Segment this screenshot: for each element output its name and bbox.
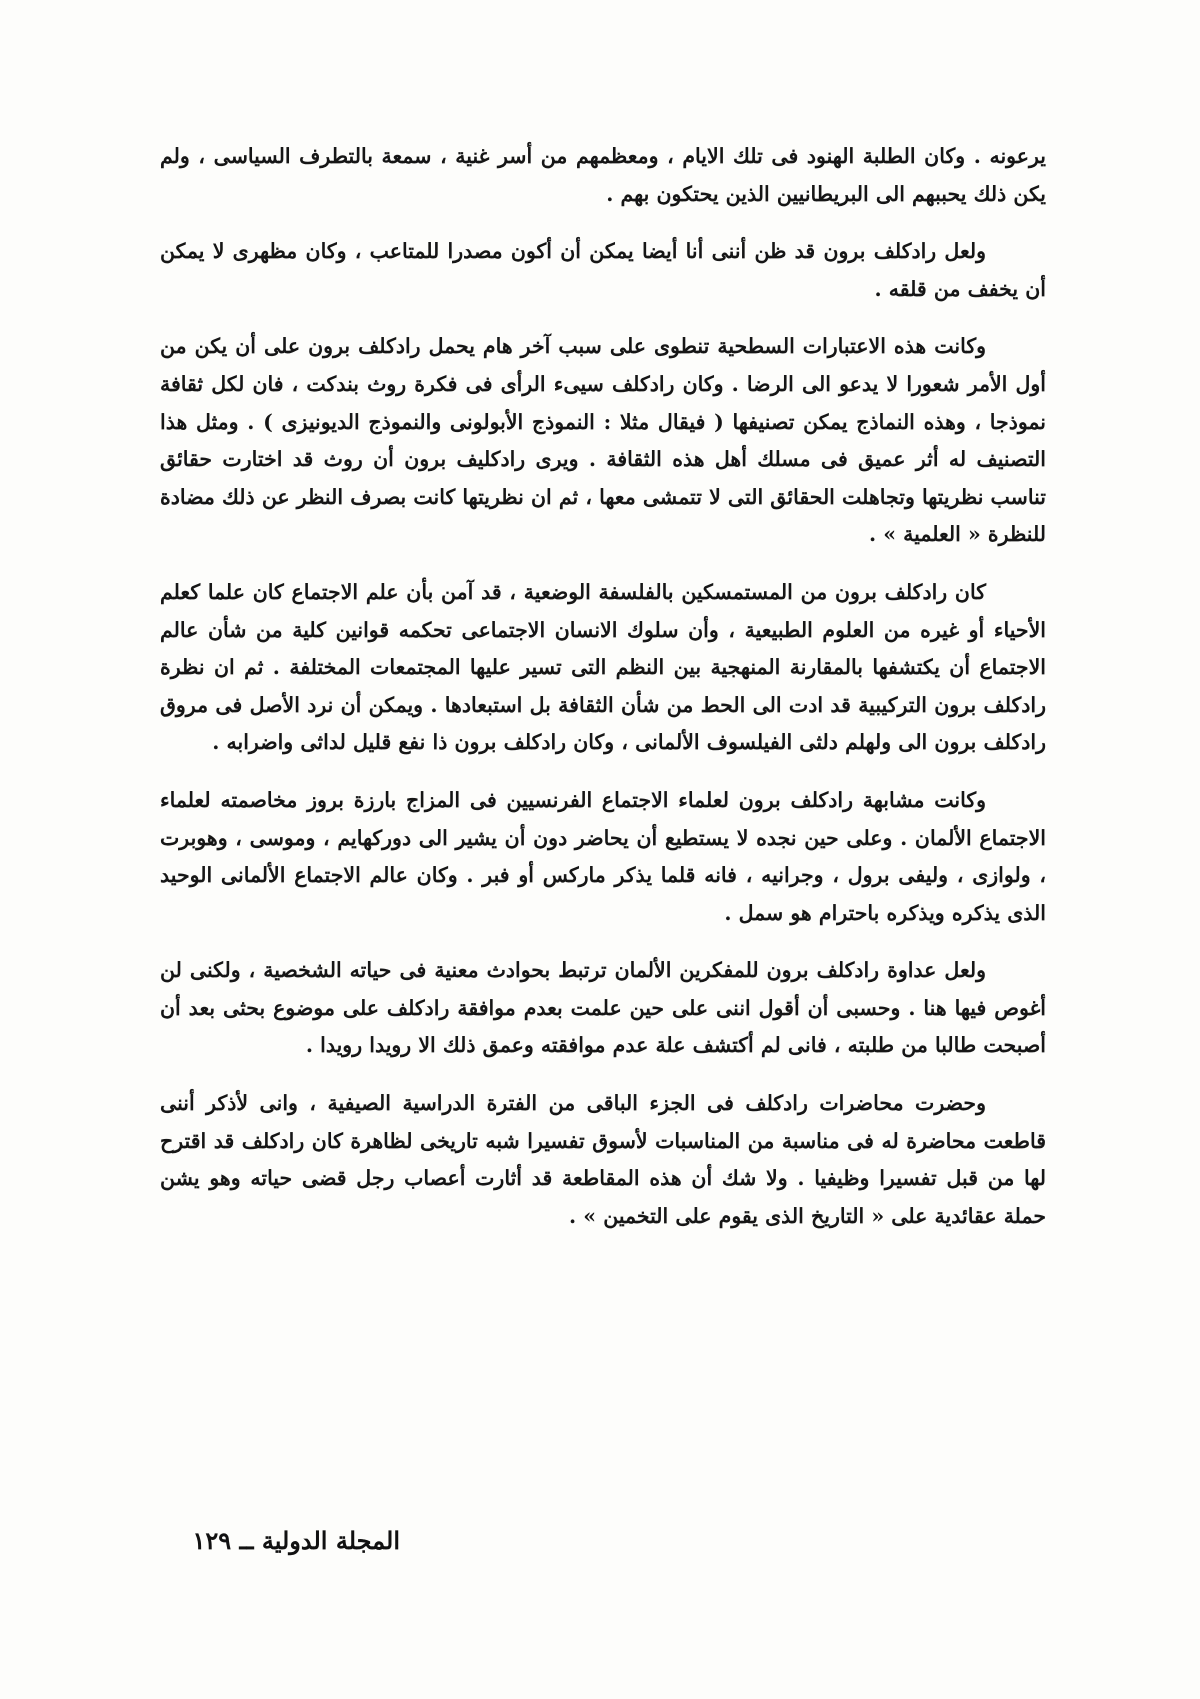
paragraph-6: ولعل عداوة رادكلف برون للمفكرين الألمان ترتبط بحوادث معنية فى حياته الشخصية ، ولكنى لن أغوص فيها هنا . وحسبى أن أقول اننى على حين علمت بعدم موافقة رادكلف على موضوع بحثى بعد أن أصبحت طالبا من طلبته ، فانى لم أكتشف علة عدم موافقته وعمق ذلك الا رويدا رويدا . <box>160 958 1046 1058</box>
paragraph-4: كان رادكلف برون من المستمسكين بالفلسفة الوضعية ، قد آمن بأن علم الاجتماع كان علما كعلم الأحياء أو غيره من العلوم الطبيعية ، وأن سلوك الانسان الاجتماعى تحكمه قوانين كلية من شأن عالم الاجتماع أن يكتشفها بالمقارنة المنهجية بين النظم التى تسير عليها المجتمعات المختلفة . ثم ان نظرة رادكلف برون التركيبية قد ادت الى الحط من شأن الثقافة بل استبعادها . ويمكن أن نرد الأصل فى مروق رادكلف برون الى ولهلم دلثى الفيلسوف الألمانى ، وكان رادكلف برون ذا نفع قليل لداثى واضرابه . <box>160 579 1046 755</box>
paragraph-7: وحضرت محاضرات رادكلف فى الجزء الباقى من الفترة الدراسية الصيفية ، وانى لأذكر أننى قاطعت محاضرة له فى مناسبة من المناسبات لأسوق تفسيرا شبه تاريخى لظاهرة كان رادكلف قد اقترح لها من قبل تفسيرا وظيفيا . ولا شك أن هذه المقاطعة قد أثارت أعصاب رجل قضى حياته وهو يشن حملة عقائدية على « التاريخ الذى يقوم على التخمين » . <box>160 1091 1046 1228</box>
paragraph-1: يرعونه . وكان الطلبة الهنود فى تلك الايام ، ومعظمهم من أسر غنية ، سمعة بالتطرف السياسى ، ولم يكن ذلك يحببهم الى البريطانيين الذين يحتكون بهم . <box>160 144 1046 206</box>
body-text <box>160 138 1046 1255</box>
paragraph-2: ولعل رادكلف برون قد ظن أننى أنا أيضا يمكن أن أكون مصدرا للمتاعب ، وكان مظهرى لا يمكن أن يخفف من قلقه . <box>160 239 1046 301</box>
paragraph-5: وكانت مشابهة رادكلف برون لعلماء الاجتماع الفرنسيين فى المزاج بارزة بروز مخاصمته لعلماء الاجتماع الألمان . وعلى حين نجده لا يستطيع أن يحاضر دون أن يشير الى دوركهايم ، وموسى ، وهوبرت ، ولوازى ، وليفى برول ، وجرانيه ، فانه قلما يذكر ماركس أو فبر . وكان عالم الاجتماع الألمانى الوحيد الذى يذكره ويذكره باحترام هو سمل . <box>160 787 1046 925</box>
page-footer: المجلة الدولية ــ ١٢٩ <box>192 1526 400 1555</box>
paragraph-3: وكانت هذه الاعتبارات السطحية تنطوى على سبب آخر هام يحمل رادكلف برون على أن يكن من أول الأمر شعورا لا يدعو الى الرضا . وكان رادكلف سيىء الرأى فى فكرة روث بندكت ، فان لكل ثقافة نموذجا ، وهذه النماذج يمكن تصنيفها ( فيقال مثلا : النموذج الأبولونى والنموذج الديونيزى ) . ومثل هذا التصنيف له أثر عميق فى مسلك أهل هذه الثقافة . ويرى رادكليف برون أن روث قد اختارت حقائق تناسب نظريتها وتجاهلت الحقائق التى لا تتمشى معها ، ثم ان نظريتها كانت بصرف النظر عن ذلك مضادة للنظرة « العلمية » . <box>160 334 1046 547</box>
